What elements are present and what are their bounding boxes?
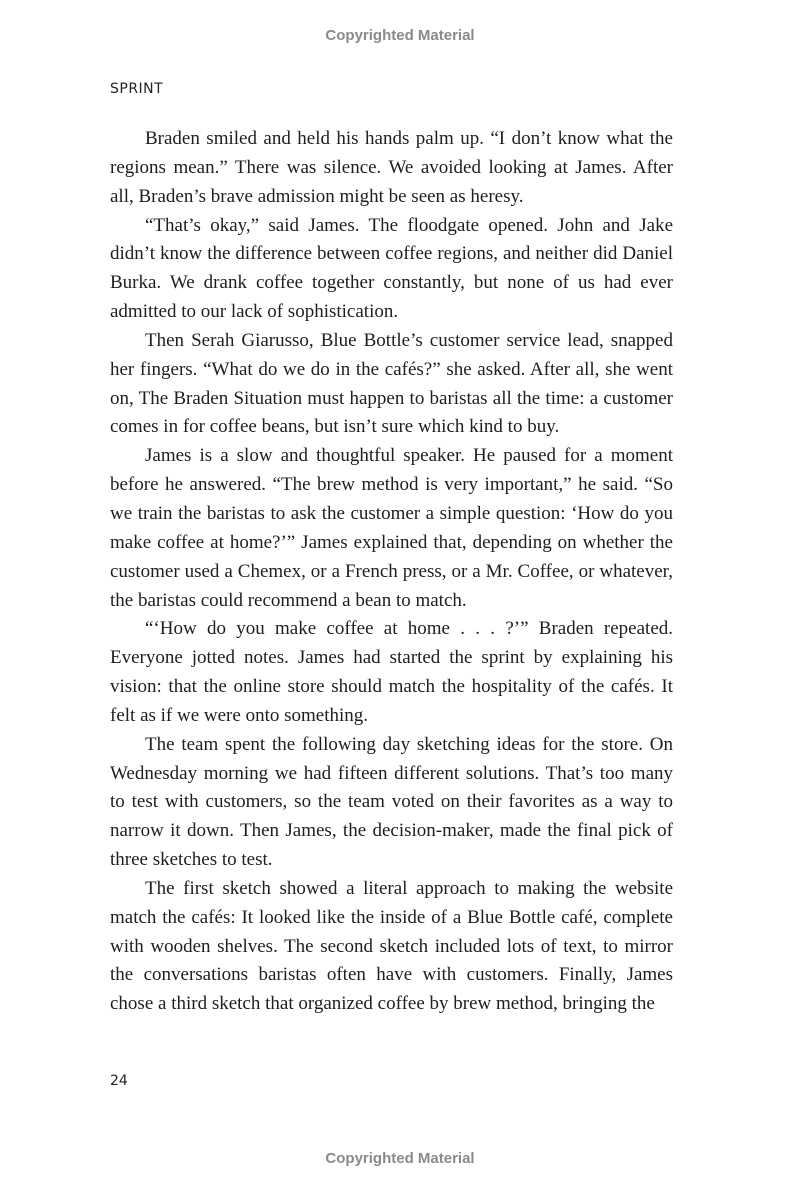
copyright-watermark-bottom: Copyrighted Material <box>325 1150 475 1167</box>
paragraph: “‘How do you make coffee at home . . . ?’” Braden repeated. Everyone jotted notes. James had started the sprint by explaining his vision: that the online store should match the hospitality of the cafés. It felt as if we were onto something. <box>110 618 673 726</box>
paragraph: James is a slow and thoughtful speaker. He paused for a moment before he answered. “The brew method is very important,” he said. “So we train the baristas to ask the customer a simple question: ‘How do you make coffee at home?’” James explained that, depending on whether the customer used a Chemex, or a French press, or a Mr. Coffee, or whatever, the baristas could recommend a bean to match. <box>110 445 673 611</box>
body-text <box>110 125 673 1019</box>
paragraph: “That’s okay,” said James. The floodgate opened. John and Jake didn’t know the difference between coffee regions, and neither did Daniel Burka. We drank coffee together constantly, but none of us had ever admitted to our lack of sophistication. <box>110 214 673 323</box>
paragraph: The first sketch showed a literal approach to making the website match the cafés: It looked like the inside of a Blue Bottle café, complete with wooden shelves. The second sketch included lots of text, to mirror the conversations baristas often have with customers. Finally, James chose a third sketch that organized coffee by brew method, bringing the <box>110 877 673 1015</box>
page-number: 24 <box>110 1073 128 1089</box>
copyright-watermark-top: Copyrighted Material <box>325 27 475 44</box>
paragraph: The team spent the following day sketching ideas for the store. On Wednesday morning we had fifteen different solutions. That’s too many to test with customers, so the team voted on their favorites as a way to narrow it down. Then James, the decision-maker, made the final pick of three sketches to test. <box>110 733 673 871</box>
paragraph: Then Serah Giarusso, Blue Bottle’s customer service lead, snapped her fingers. “What do we do in the cafés?” she asked. After all, she went on, The Braden Situation must happen to baristas all the time: a customer comes in for coffee beans, but isn’t sure which kind to buy. <box>110 329 673 438</box>
paragraph: Braden smiled and held his hands palm up. “I don’t know what the regions mean.” There was silence. We avoided looking at James. After all, Braden’s brave admission might be seen as heresy. <box>110 128 673 207</box>
running-head: SPRINT <box>110 81 164 97</box>
